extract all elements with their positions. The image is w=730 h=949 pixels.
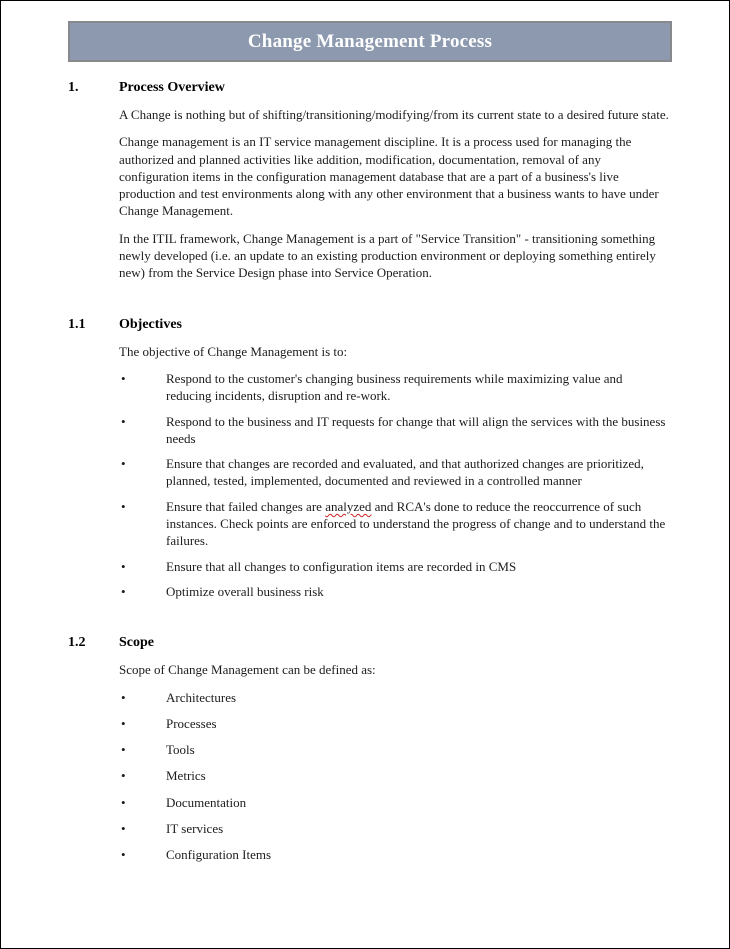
bullet-item [119,370,669,405]
bullet-text: Processes [166,715,217,731]
bullet-text: Ensure that all changes to configuration items are recorded in CMS [166,558,517,574]
bullet-icon: • [121,715,126,731]
section-heading-process-overview [68,79,729,96]
bullet-icon: • [121,742,126,758]
bullet-icon: • [121,847,126,863]
bullet-text: Ensure that changes are recorded and evaluated, and that authorized changes are prioritized, planned, tested, implemented, documented and reviewed in a controlled manner [166,456,644,489]
bullet-icon: • [121,821,126,837]
bullet-icon: • [121,689,126,705]
bullet-text: Optimize overall business risk [166,583,324,599]
bullet-text: Metrics [166,768,206,784]
misspelled-word: analyzed [325,498,372,514]
section-title: Objectives [119,316,182,332]
document-title: Change Management Process [247,30,493,52]
bullet-text: Architectures [166,689,237,705]
bullet-icon: • [121,413,126,429]
bullet-item [119,455,669,490]
bullet-text: Respond to the business and IT requests for change that will align the services with the business needs [166,413,666,446]
scope-bullet-list [119,689,669,864]
bullet-item [119,413,669,448]
bullet-item [119,846,669,863]
bullet-text: Documentation [166,794,247,810]
section-number: 1.1 [68,316,86,332]
title-banner [68,21,672,62]
bullet-icon: • [121,794,126,810]
bullet-icon: • [121,456,126,472]
bullet-icon: • [121,768,126,784]
bullet-icon: • [121,558,126,574]
section-title: Process Overview [119,80,225,95]
bullet-item [119,715,669,732]
bullet-text: IT services [166,821,224,837]
bullet-text-post: and RCA's done to reduce the reoccurrence of such instances. Check points are enforced to understand the progress of change and to understand the failures. [166,498,666,549]
bullet-text-pre: Ensure that failed changes are [166,498,326,514]
bullet-item [119,583,669,600]
paragraph: A Change is nothing but of shifting/transitioning/modifying/from its current state to a desired future state. [119,107,669,122]
bullet-icon: • [121,498,126,514]
section-heading-objectives [68,316,729,333]
bullet-item [119,498,669,550]
section-number: 1. [68,80,79,95]
bullet-text: Tools [166,742,195,758]
section-title: Scope [119,635,154,651]
bullet-text: Configuration Items [166,847,272,863]
bullet-item [119,741,669,758]
bullet-text: Respond to the customer's changing business requirements while maximizing value and reducing incidents, disruption and re-work. [166,370,623,404]
bullet-icon: • [121,370,126,386]
bullet-icon: • [121,583,126,599]
bullet-item [119,767,669,784]
section-number: 1.2 [68,635,86,651]
bullet-item [119,558,669,575]
paragraph: In the ITIL framework, Change Management is a part of "Service Transition" - transitioning something newly developed (i.e. an update to an existing production environment or deploying something entirely new) from the Service Design phase into Service Operation. [119,230,656,281]
bullet-item [119,820,669,837]
section-heading-scope [68,634,729,651]
objectives-bullet-list [119,370,669,600]
bullet-item [119,689,669,706]
paragraph: Change management is an IT service management discipline. It is a process used for managing the authorized and planned activities like addition, modification, documentation, removal of any configuration items in the configuration management database that are a part of a business's live production and test environments along with any other environment that a business wants to have under Change Management. [119,134,659,219]
section-intro: Scope of Change Management can be defined as: [119,662,376,678]
bullet-item [119,794,669,811]
section-intro: The objective of Change Management is to: [119,343,348,359]
